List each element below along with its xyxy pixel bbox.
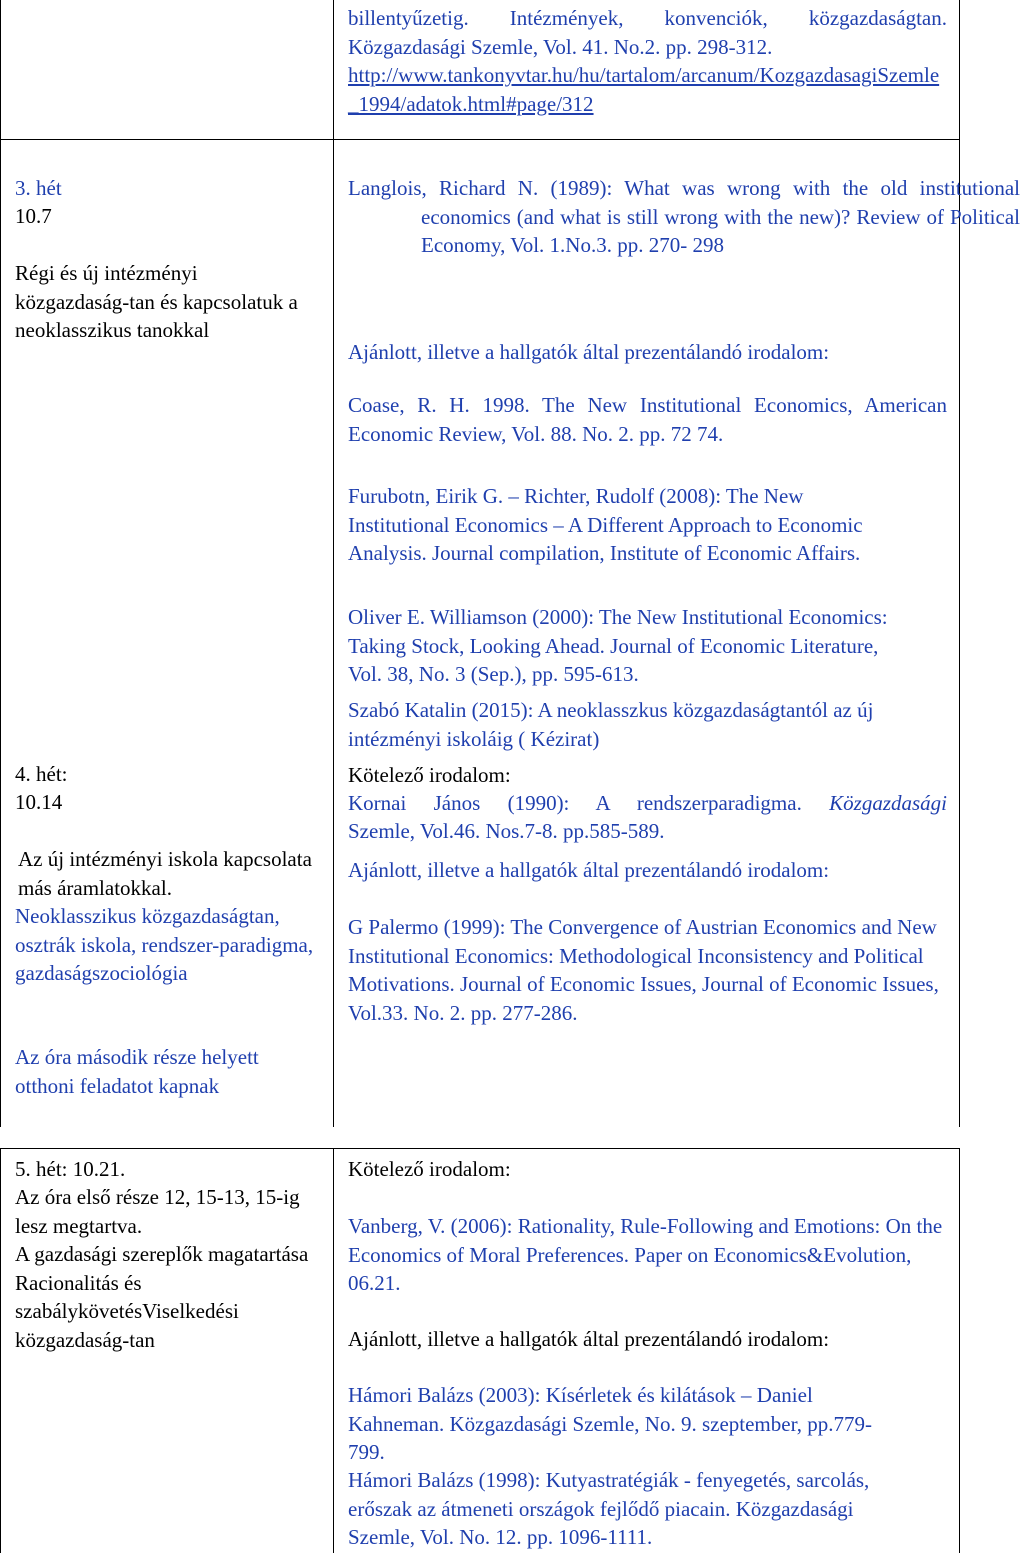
week4-topic: Az új intézményi iskola kapcsolata más áramlatokkal.: [18, 847, 312, 900]
mandatory-heading: Kötelező irodalom:: [348, 763, 511, 787]
reference-hamori-2003: Hámori Balázs (2003): Kísérletek és kilátások – Daniel Kahneman. Közgazdasági Szemle, No. 9. szeptember, pp.779-799.: [348, 1383, 872, 1464]
reference-palermo: G Palermo (1999): The Convergence of Austrian Economics and New Institutional Economics: Methodological Inconsistency and Political Motivations. Journal of Economic Issues, Journal of Economic Issues, Vol.33. No. 2. pp. 277-286.: [348, 915, 939, 1025]
week-cell: [0, 140, 334, 1148]
reference-kornai-journal: Közgazdasági: [829, 791, 947, 815]
reference-furubotn: Furubotn, Eirik G. – Richter, Rudolf (2008): The New Institutional Economics – A Different Approach to Economic Analysis. Journal compilation, Institute of Economic Affairs.: [348, 484, 863, 565]
week4-date: 10.14: [15, 790, 63, 814]
week-cell: [0, 1148, 334, 1553]
reference-hamori-1998: Hámori Balázs (1998): Kutyastratégiák - fenyegetés, sarcolás, erőszak az átmeneti országok fejlődő piacain. Közgazdasági Szemle, Vol. No. 12. pp. 1096-1111.: [348, 1468, 870, 1549]
week4-note: Az óra második része helyett otthoni feladatot kapnak: [15, 1045, 259, 1098]
week3-date: 10.7: [15, 204, 52, 228]
reference-langlois: Langlois, Richard N. (1989): What was wrong with the old institutional economics (and what is still wrong with the new)? Review of Political Economy, Vol. 1.No.3. pp. 270- 298: [348, 176, 1020, 257]
reference-szabo: Szabó Katalin (2015): A neoklasszkus közgazdaságtantól az új intézményi iskoláig ( Kézirat): [348, 698, 874, 751]
reference-kornai: [348, 789, 947, 818]
week5-topic: A gazdasági szereplők magatartása Racionalitás és szabálykövetésViselkedési közgazdaság-tan: [15, 1242, 309, 1352]
reference-kornai-main: Kornai János (1990): A rendszerparadigma.: [348, 791, 802, 815]
reading-cell: [333, 0, 960, 140]
recommended-heading: Ajánlott, illetve a hallgatók által prezentálandó irodalom:: [348, 1327, 830, 1351]
table-gap: [0, 1127, 960, 1148]
reference-coase: Coase, R. H. 1998. The New Institutional Economics, American Economic Review, Vol. 88. No. 2. pp. 72 74.: [348, 393, 947, 446]
recommended-heading: Ajánlott, illetve a hallgatók által prezentálandó irodalom:: [348, 340, 830, 364]
week5-schedule: Az óra első része 12, 15-13, 15-ig lesz megtartva.: [15, 1185, 300, 1238]
reference-link-wrap: [348, 61, 947, 118]
reference-williamson: Oliver E. Williamson (2000): The New Institutional Economics: Taking Stock, Looking Ahead. Journal of Economic Literature, Vol. 38, No. 3 (Sep.), pp. 595-613.: [348, 605, 888, 686]
reading-cell: [333, 1148, 960, 1553]
week5-label: 5. hét: 10.21.: [15, 1157, 126, 1181]
recommended-heading: Ajánlott, illetve a hallgatók által prezentálandó irodalom:: [348, 858, 830, 882]
week3-label: 3. hét: [15, 176, 62, 200]
reference-link[interactable]: http://www.tankonyvtar.hu/hu/tartalom/arcanum/KozgazdasagiSzemle_1994/adatok.html#page/312: [348, 63, 940, 116]
week3-topic: Régi és új intézményi közgazdaság-tan és kapcsolatuk a neoklasszikus tanokkal: [15, 261, 298, 342]
reference-vanberg: Vanberg, V. (2006): Rationality, Rule-Following and Emotions: On the Economics of Moral Preferences. Paper on Economics&Evolution, 06.21.: [348, 1214, 943, 1295]
week4-label: 4. hét:: [15, 762, 68, 786]
reference-kornai-details: Szemle, Vol.46. Nos.7-8. pp.585-589.: [348, 819, 665, 843]
mandatory-heading: Kötelező irodalom:: [348, 1157, 511, 1181]
reading-cell: [333, 140, 1020, 1148]
reference-tail: billentyűzetig. Intézmények, konvenciók, közgazdaságtan. Közgazdasági Szemle, Vol. 41. No.2. pp. 298-312.: [348, 6, 947, 59]
week4-subtopic: Neoklasszikus közgazdaságtan, osztrák iskola, rendszer-paradigma, gazdaságszociológia: [15, 904, 314, 985]
week-cell-empty: [0, 0, 334, 140]
